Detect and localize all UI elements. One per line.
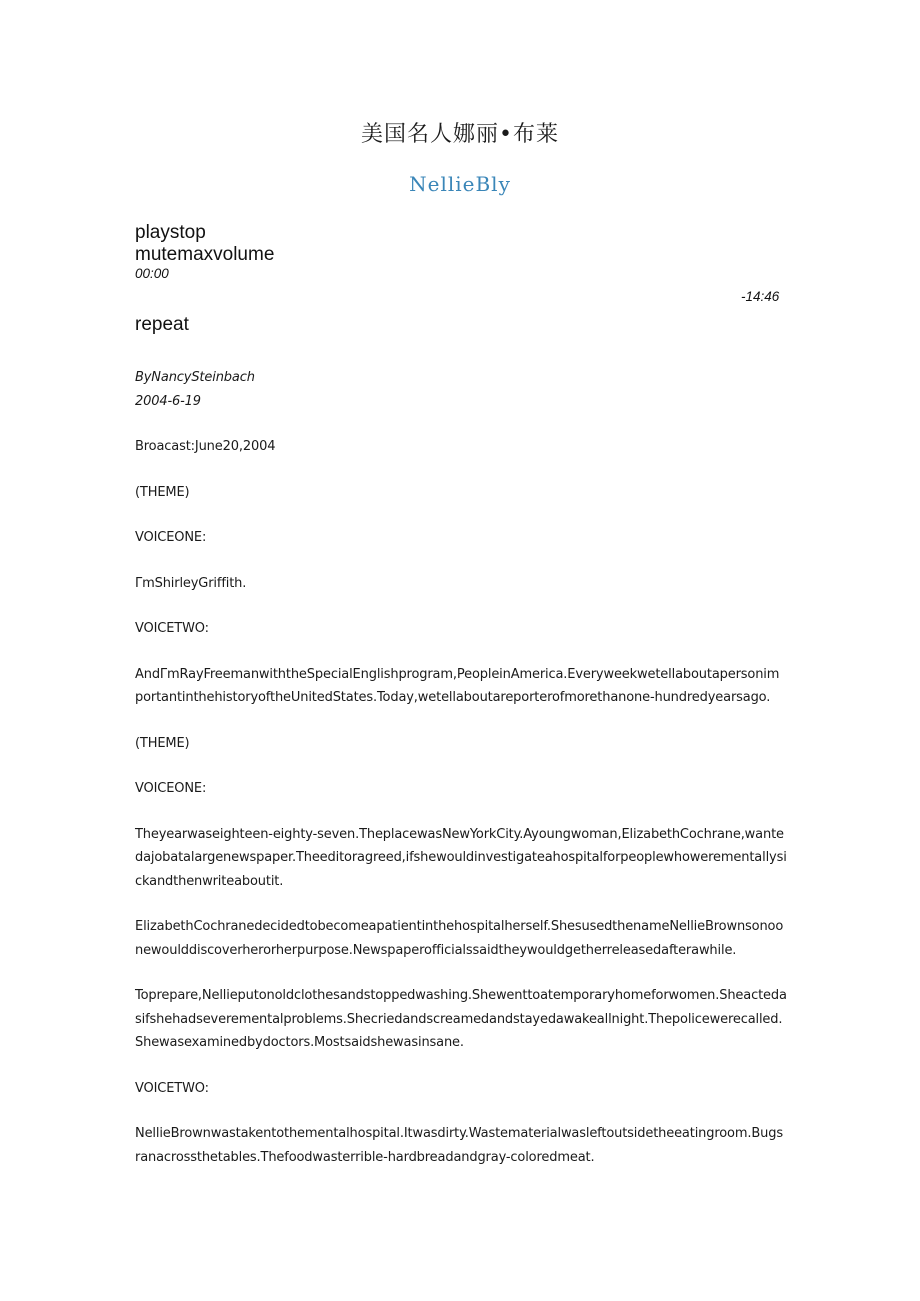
paragraph: Toprepare,Nellieputonoldclothesandstoppedwashing.Shewenttoatemporaryhomeforwomen.Sheactedasifshehadseverementalproblems.Shecriedandscreamedandstayedawakeallnight.Thepolicewerecalled.Shewasexaminedbydoctors.Mostsaidshewasinsane. (135, 988, 787, 1050)
paragraph: VOICETWO: (135, 621, 209, 636)
remaining-time: -14:46 (741, 289, 780, 304)
paragraph: (THEME) (135, 735, 190, 751)
paragraph: ElizabethCochranedecidedtobecomeapatientinthehospitalherself.ShesusedthenameNellieBrownsonoonewoulddiscoverherorherpurpose.Newspaperofficialssaidtheywouldgetherreleasedafterawhile. (135, 919, 784, 958)
paragraph: VOICEONE: (135, 530, 207, 545)
paragraph: VOICEONE: (135, 781, 207, 796)
article-body (135, 366, 787, 1191)
byline: ByNancySteinbach (135, 370, 255, 385)
paragraph: ΓmShirleyGriffith. (135, 575, 247, 591)
paragraph: Theyearwaseighteen-eighty-seven.TheplacewasNewYorkCity.Ayoungwoman,ElizabethCochrane,wantedajobatalargenewspaper.Theeditoragreed,ifshewouldinvestigateahospitalforpeoplewhowerementallysickandthenwriteaboutit. (135, 826, 787, 889)
paragraph: (THEME) (135, 484, 190, 500)
repeat-control[interactable]: repeat (135, 314, 189, 335)
mute-volume-control[interactable]: mutemaxvolume (135, 244, 275, 265)
page-title-english: NellieBly (409, 172, 511, 196)
paragraph: NellieBrownwastakentothementalhospital.Itwasdirty.Wastematerialwasleftoutsidetheeatingroom.Bugsranacrossthetables.Thefoodwasterrible-hardbreadandgray-coloredmeat. (135, 1126, 783, 1165)
elapsed-time: 00:00 (135, 266, 169, 281)
broadcast-date: Broacast:June20,2004 (135, 439, 276, 454)
page-title-chinese: 美国名人娜丽•布莱 (361, 122, 559, 147)
article-date: 2004-6-19 (135, 393, 201, 409)
paragraph: VOICETWO: (135, 1080, 209, 1096)
play-stop-control[interactable]: playstop (135, 222, 206, 243)
paragraph: AndΓmRayFreemanwiththeSpecialEnglishprogram,PeopleinAmerica.EveryweekwetellaboutapersonimportantinthehistoryoftheUnitedStates.Today,wetellaboutareporterofmorethanone-hundredyearsago. (135, 666, 780, 705)
